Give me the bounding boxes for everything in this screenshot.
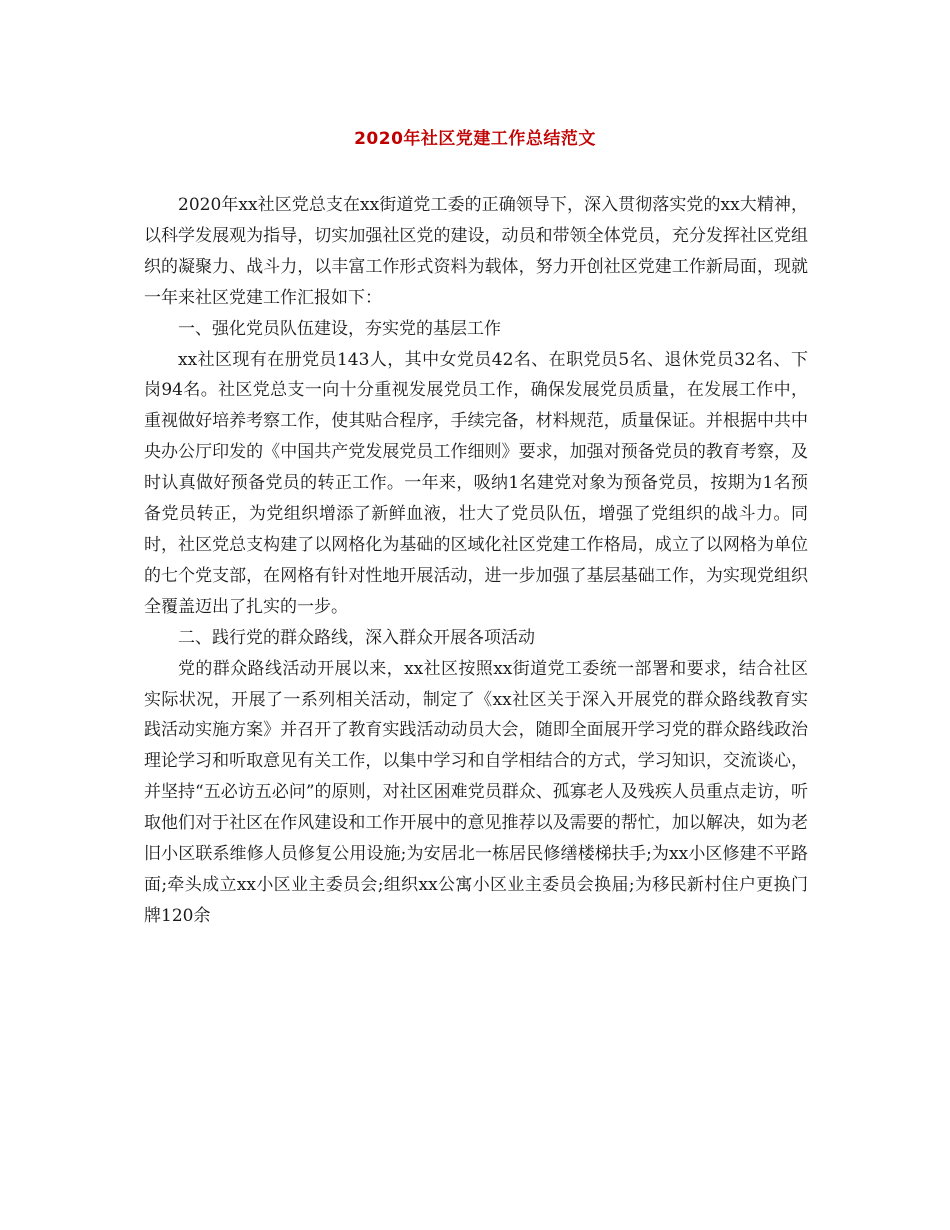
section-heading-1: 一、强化党员队伍建设，夯实党的基层工作 [178, 318, 501, 339]
document-body [144, 190, 808, 932]
section-heading-2: 二、践行党的群众路线，深入群众开展各项活动 [178, 627, 535, 648]
paragraph-intro: 2020年xx社区党总支在xx街道党工委的正确领导下，深入贯彻落实党的xx大精神，以科学发展观为指导，切实加强社区党的建设，动员和带领全体党员，充分发挥社区党组织的凝聚力、战斗力，以丰富工作形式资料为载体，努力开创社区党建工作新局面，现就一年来社区党建工作汇报如下： [144, 195, 808, 308]
paragraph-section-2: 党的群众路线活动开展以来，xx社区按照xx街道党工委统一部署和要求，结合社区实际状况，开展了一系列相关活动，制定了《xx社区关于深入开展党的群众路线教育实践活动实施方案》并召开了教育实践活动动员大会，随即全面展开学习党的群众路线政治理论学习和听取意见有关工作，以集中学习和自学相结合的方式，学习知识，交流谈心，并坚持“五必访五必问”的原则，对社区困难党员群众、孤寡老人及残疾人员重点走访，听取他们对于社区在作风建设和工作开展中的意见推荐以及需要的帮忙，加以解决，如为老旧小区联系维修人员修复公用设施;为安居北一栋居民修缮楼梯扶手;为xx小区修建不平路面;牵头成立xx小区业主委员会;组织xx公寓小区业主委员会换届;为移民新村住户更换门牌120余 [144, 658, 808, 926]
document-title: 2020年社区党建工作总结范文 [354, 129, 596, 149]
paragraph-section-1: xx社区现有在册党员143人，其中女党员42名、在职党员5名、退休党员32名、下岗94名。社区党总支一向十分重视发展党员工作，确保发展党员质量，在发展工作中，重视做好培养考察工作，使其贴合程序，手续完备，材料规范，质量保证。并根据中共中央办公厅印发的《中国共产党发展党员工作细则》要求，加强对预备党员的教育考察，及时认真做好预备党员的转正工作。一年来，吸纳1名建党对象为预备党员，按期为1名预备党员转正，为党组织增添了新鲜血液，壮大了党员队伍，增强了党组织的战斗力。同时，社区党总支构建了以网格化为基础的区域化社区党建工作格局，成立了以网格为单位的七个党支部，在网格有针对性地开展活动，进一步加强了基层基础工作，为实现党组织全覆盖迈出了扎实的一步。 [144, 349, 808, 617]
